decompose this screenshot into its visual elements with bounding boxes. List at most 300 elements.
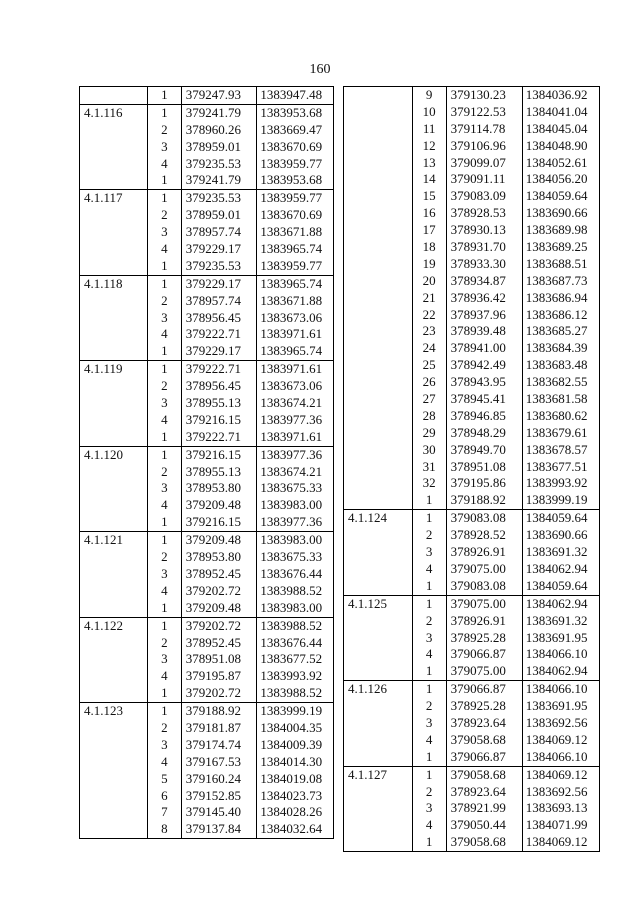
x-coordinate: 378931.70 [447,239,523,256]
x-coordinate: 379241.79 [182,172,258,189]
y-coordinate: 1384062.94 [525,595,588,611]
y-coordinate: 1383686.94 [525,289,588,305]
group-label [344,527,413,544]
y-coordinate: 1383965.74 [260,343,323,359]
y-coordinate: 1383689.98 [525,222,588,238]
group-label [344,307,413,324]
table-row [80,258,333,275]
x-coordinate: 378952.45 [182,566,258,583]
table-row [80,104,333,122]
y-coordinate: 1383673.06 [260,378,323,394]
table-row [80,293,333,310]
group-label: 4.1.118 [80,276,148,293]
y-coordinate: 1384059.64 [525,188,588,204]
group-label [80,549,148,566]
group-label [344,222,413,239]
x-coordinate: 379083.09 [447,188,523,205]
table-row [344,630,599,647]
x-coordinate: 378957.74 [182,293,258,310]
y-coordinate: 1383965.74 [260,275,323,291]
group-label [344,800,413,817]
table-row [80,771,333,788]
group-label [344,171,413,188]
table-row [344,749,599,766]
y-coordinate: 1384023.73 [260,787,323,803]
group-label [80,804,148,821]
table-row [344,680,599,698]
group-label [80,754,148,771]
y-coordinate: 1383691.32 [525,544,588,560]
table-row [344,646,599,663]
table-row [344,784,599,801]
point-number: 2 [413,784,447,801]
table-row [80,343,333,360]
y-coordinate: 1384009.39 [260,736,323,752]
point-number: 1 [148,343,182,360]
table-row [344,715,599,732]
x-coordinate: 378953.80 [182,480,258,497]
x-coordinate: 378923.64 [447,784,523,801]
table-row [80,446,333,464]
coordinates-table-right [343,86,600,852]
table-row [80,480,333,497]
x-coordinate: 379241.79 [182,105,258,122]
point-number: 1 [413,749,447,766]
group-label [344,630,413,647]
group-label [344,239,413,256]
y-coordinate: 1383684.39 [525,340,588,356]
group-label [80,480,148,497]
point-number: 12 [413,138,447,155]
point-number: 3 [148,566,182,583]
point-number: 26 [413,374,447,391]
x-coordinate: 378952.45 [182,635,258,652]
point-number: 23 [413,323,447,340]
y-coordinate: 1383988.52 [260,582,323,598]
x-coordinate: 379209.48 [182,600,258,617]
table-row [80,617,333,635]
point-number: 30 [413,442,447,459]
y-coordinate: 1383977.36 [260,411,323,427]
group-label [80,429,148,446]
point-number: 1 [413,596,447,613]
group-label [344,442,413,459]
x-coordinate: 379229.17 [182,241,258,258]
table-row [80,87,333,104]
table-row [344,408,599,425]
y-coordinate: 1383680.62 [525,407,588,423]
y-coordinate: 1383675.33 [260,549,323,565]
y-coordinate: 1383953.68 [260,172,323,188]
y-coordinate: 1384069.12 [525,731,588,747]
point-number: 1 [148,618,182,635]
group-label [344,613,413,630]
x-coordinate: 378955.13 [182,395,258,412]
table-row [80,685,333,702]
y-coordinate: 1383983.00 [260,599,323,615]
y-coordinate: 1383683.48 [525,357,588,373]
table-row [80,668,333,685]
x-coordinate: 379181.87 [182,720,258,737]
table-row [344,732,599,749]
y-coordinate: 1383959.77 [260,257,323,273]
y-coordinate: 1383690.66 [525,527,588,543]
group-label: 4.1.123 [80,703,148,720]
table-row [344,290,599,307]
point-number: 1 [148,429,182,446]
x-coordinate: 378955.13 [182,464,258,481]
y-coordinate: 1384059.64 [525,577,588,593]
point-number: 2 [148,464,182,481]
group-label [80,241,148,258]
x-coordinate: 378934.87 [447,273,523,290]
table-row [80,821,333,838]
group-label [344,544,413,561]
table-row [344,613,599,630]
group-label [344,273,413,290]
group-label [80,412,148,429]
x-coordinate: 379229.17 [182,276,258,293]
y-coordinate: 1383675.33 [260,480,323,496]
group-label [80,172,148,189]
table-row [344,544,599,561]
y-coordinate: 1384032.64 [260,821,323,837]
group-label [344,121,413,138]
y-coordinate: 1383687.73 [525,272,588,288]
point-number: 2 [148,635,182,652]
group-label [344,732,413,749]
group-label: 4.1.116 [80,105,148,122]
x-coordinate: 379130.23 [447,87,523,104]
table-row [344,595,599,613]
point-number: 2 [148,122,182,139]
table-row [80,122,333,139]
x-coordinate: 379202.72 [182,685,258,702]
point-number: 3 [148,139,182,156]
table-row [344,766,599,784]
page-number: 160 [309,62,331,77]
y-coordinate: 1383682.55 [525,374,588,390]
point-number: 1 [413,663,447,680]
x-coordinate: 378930.13 [447,222,523,239]
y-coordinate: 1384071.99 [525,817,588,833]
table-row [344,307,599,324]
point-number: 1 [148,361,182,378]
table-row [80,702,333,720]
y-coordinate: 1384048.90 [525,137,588,153]
x-coordinate: 379202.72 [182,618,258,635]
table-row [80,464,333,481]
group-label [80,771,148,788]
group-label [344,561,413,578]
y-coordinate: 1383693.13 [525,800,588,816]
group-label [80,737,148,754]
table-row [344,222,599,239]
y-coordinate: 1383674.21 [260,463,323,479]
point-number: 2 [413,698,447,715]
y-coordinate: 1384028.26 [260,804,323,820]
point-number: 2 [148,549,182,566]
x-coordinate: 379058.68 [447,834,523,851]
table-row [344,256,599,273]
group-label [344,323,413,340]
x-coordinate: 378946.85 [447,408,523,425]
point-number: 25 [413,357,447,374]
y-coordinate: 1383676.44 [260,565,323,581]
group-label [80,685,148,702]
group-label [344,784,413,801]
table-row [344,561,599,578]
y-coordinate: 1383971.61 [260,428,323,444]
y-coordinate: 1383692.56 [525,783,588,799]
y-coordinate: 1383671.88 [260,224,323,240]
x-coordinate: 378926.91 [447,544,523,561]
group-label [80,464,148,481]
group-label [344,155,413,172]
point-number: 2 [148,207,182,224]
point-number: 1 [148,276,182,293]
table-row [344,374,599,391]
x-coordinate: 379075.00 [447,596,523,613]
group-label: 4.1.120 [80,447,148,464]
x-coordinate: 378937.96 [447,307,523,324]
y-coordinate: 1383988.52 [260,685,323,701]
y-coordinate: 1384019.08 [260,770,323,786]
group-label [344,646,413,663]
point-number: 8 [148,821,182,838]
x-coordinate: 379174.74 [182,737,258,754]
point-number: 4 [148,754,182,771]
table-row [344,663,599,680]
y-coordinate: 1384036.92 [525,87,588,102]
y-coordinate: 1383947.48 [260,87,323,102]
table-row [344,800,599,817]
x-coordinate: 379235.53 [182,258,258,275]
point-number: 4 [413,732,447,749]
group-label [344,374,413,391]
group-label [80,566,148,583]
group-label: 4.1.127 [344,767,413,784]
table-row [80,788,333,805]
point-number: 22 [413,307,447,324]
y-coordinate: 1384062.94 [525,663,588,679]
x-coordinate: 378926.91 [447,613,523,630]
group-label [80,293,148,310]
group-label [344,408,413,425]
group-label [344,340,413,357]
y-coordinate: 1383677.52 [260,651,323,667]
x-coordinate: 378960.26 [182,122,258,139]
point-number: 14 [413,171,447,188]
point-number: 1 [148,190,182,207]
x-coordinate: 378941.00 [447,340,523,357]
point-number: 4 [148,156,182,173]
x-coordinate: 379235.53 [182,156,258,173]
point-number: 29 [413,425,447,442]
x-coordinate: 379050.44 [447,817,523,834]
point-number: 1 [413,834,447,851]
y-coordinate: 1383959.77 [260,155,323,171]
point-number: 9 [413,87,447,104]
point-number: 4 [148,241,182,258]
table-row [80,514,333,531]
point-number: 4 [148,412,182,429]
x-coordinate: 379066.87 [447,749,523,766]
group-label [344,492,413,509]
x-coordinate: 379188.92 [182,703,258,720]
group-label [344,256,413,273]
point-number: 2 [148,720,182,737]
x-coordinate: 379188.92 [447,492,523,509]
x-coordinate: 379209.48 [182,497,258,514]
table-row [80,241,333,258]
x-coordinate: 378956.45 [182,378,258,395]
point-number: 1 [413,578,447,595]
table-row [344,188,599,205]
x-coordinate: 379099.07 [447,155,523,172]
y-coordinate: 1383965.74 [260,241,323,257]
x-coordinate: 379152.85 [182,788,258,805]
table-row [80,737,333,754]
point-number: 1 [413,767,447,784]
x-coordinate: 379209.48 [182,532,258,549]
y-coordinate: 1383983.00 [260,532,323,548]
x-coordinate: 378943.95 [447,374,523,391]
point-number: 4 [148,583,182,600]
y-coordinate: 1384056.20 [525,171,588,187]
table-row [344,121,599,138]
y-coordinate: 1384069.12 [525,834,588,850]
table-row [80,531,333,549]
point-number: 4 [413,646,447,663]
group-label [344,425,413,442]
group-label [80,156,148,173]
group-label [344,715,413,732]
y-coordinate: 1384066.10 [525,748,588,764]
group-label [344,138,413,155]
table-row [344,138,599,155]
y-coordinate: 1383679.61 [525,424,588,440]
y-coordinate: 1383691.95 [525,629,588,645]
point-number: 4 [148,668,182,685]
point-number: 1 [148,703,182,720]
y-coordinate: 1384052.61 [525,154,588,170]
point-number: 27 [413,391,447,408]
table-row [344,205,599,222]
x-coordinate: 378957.74 [182,224,258,241]
x-coordinate: 379066.87 [447,681,523,698]
table-row [344,834,599,851]
table-row [344,87,599,104]
y-coordinate: 1383993.92 [260,668,323,684]
x-coordinate: 378945.41 [447,391,523,408]
group-label [344,459,413,476]
table-row [344,442,599,459]
group-label: 4.1.125 [344,596,413,613]
x-coordinate: 379122.53 [447,104,523,121]
point-number: 31 [413,459,447,476]
table-row [80,754,333,771]
group-label: 4.1.119 [80,361,148,378]
point-number: 1 [413,510,447,527]
y-coordinate: 1383983.00 [260,497,323,513]
x-coordinate: 379075.00 [447,663,523,680]
x-coordinate: 379137.84 [182,821,258,838]
x-coordinate: 378933.30 [447,256,523,273]
table-row [344,104,599,121]
table-row [344,425,599,442]
group-label [80,821,148,838]
x-coordinate: 379091.11 [447,171,523,188]
group-label [80,310,148,327]
table-row [344,578,599,595]
x-coordinate: 378942.49 [447,357,523,374]
y-coordinate: 1383959.77 [260,190,323,206]
point-number: 5 [148,771,182,788]
y-coordinate: 1383977.36 [260,446,323,462]
group-label: 4.1.117 [80,190,148,207]
point-number: 4 [148,326,182,343]
point-number: 20 [413,273,447,290]
y-coordinate: 1383690.66 [525,205,588,221]
group-label [80,139,148,156]
x-coordinate: 379066.87 [447,646,523,663]
point-number: 3 [413,630,447,647]
point-number: 1 [148,532,182,549]
group-label [80,87,148,104]
group-label [344,834,413,851]
y-coordinate: 1383685.27 [525,323,588,339]
x-coordinate: 378951.08 [182,651,258,668]
table-row [80,429,333,446]
table-row [344,155,599,172]
x-coordinate: 379058.68 [447,767,523,784]
point-number: 4 [148,497,182,514]
point-number: 24 [413,340,447,357]
x-coordinate: 379222.71 [182,429,258,446]
coordinates-table-left [79,86,334,839]
table-row [80,395,333,412]
x-coordinate: 379106.96 [447,138,523,155]
table-row [344,273,599,290]
point-number: 1 [148,258,182,275]
x-coordinate: 379145.40 [182,804,258,821]
x-coordinate: 379222.71 [182,326,258,343]
point-number: 3 [148,395,182,412]
x-coordinate: 379229.17 [182,343,258,360]
x-coordinate: 378956.45 [182,310,258,327]
table-row [80,497,333,514]
table-row [80,412,333,429]
group-label [80,514,148,531]
y-coordinate: 1383691.95 [525,698,588,714]
y-coordinate: 1384066.10 [525,646,588,662]
y-coordinate: 1383681.58 [525,391,588,407]
table-row [80,207,333,224]
group-label: 4.1.122 [80,618,148,635]
y-coordinate: 1383673.06 [260,309,323,325]
x-coordinate: 378923.64 [447,715,523,732]
x-coordinate: 379216.15 [182,447,258,464]
table-row [80,326,333,343]
point-number: 3 [148,737,182,754]
y-coordinate: 1384004.35 [260,719,323,735]
y-coordinate: 1383676.44 [260,634,323,650]
y-coordinate: 1383971.61 [260,326,323,342]
point-number: 1 [148,514,182,531]
table-row [80,635,333,652]
group-label: 4.1.124 [344,510,413,527]
